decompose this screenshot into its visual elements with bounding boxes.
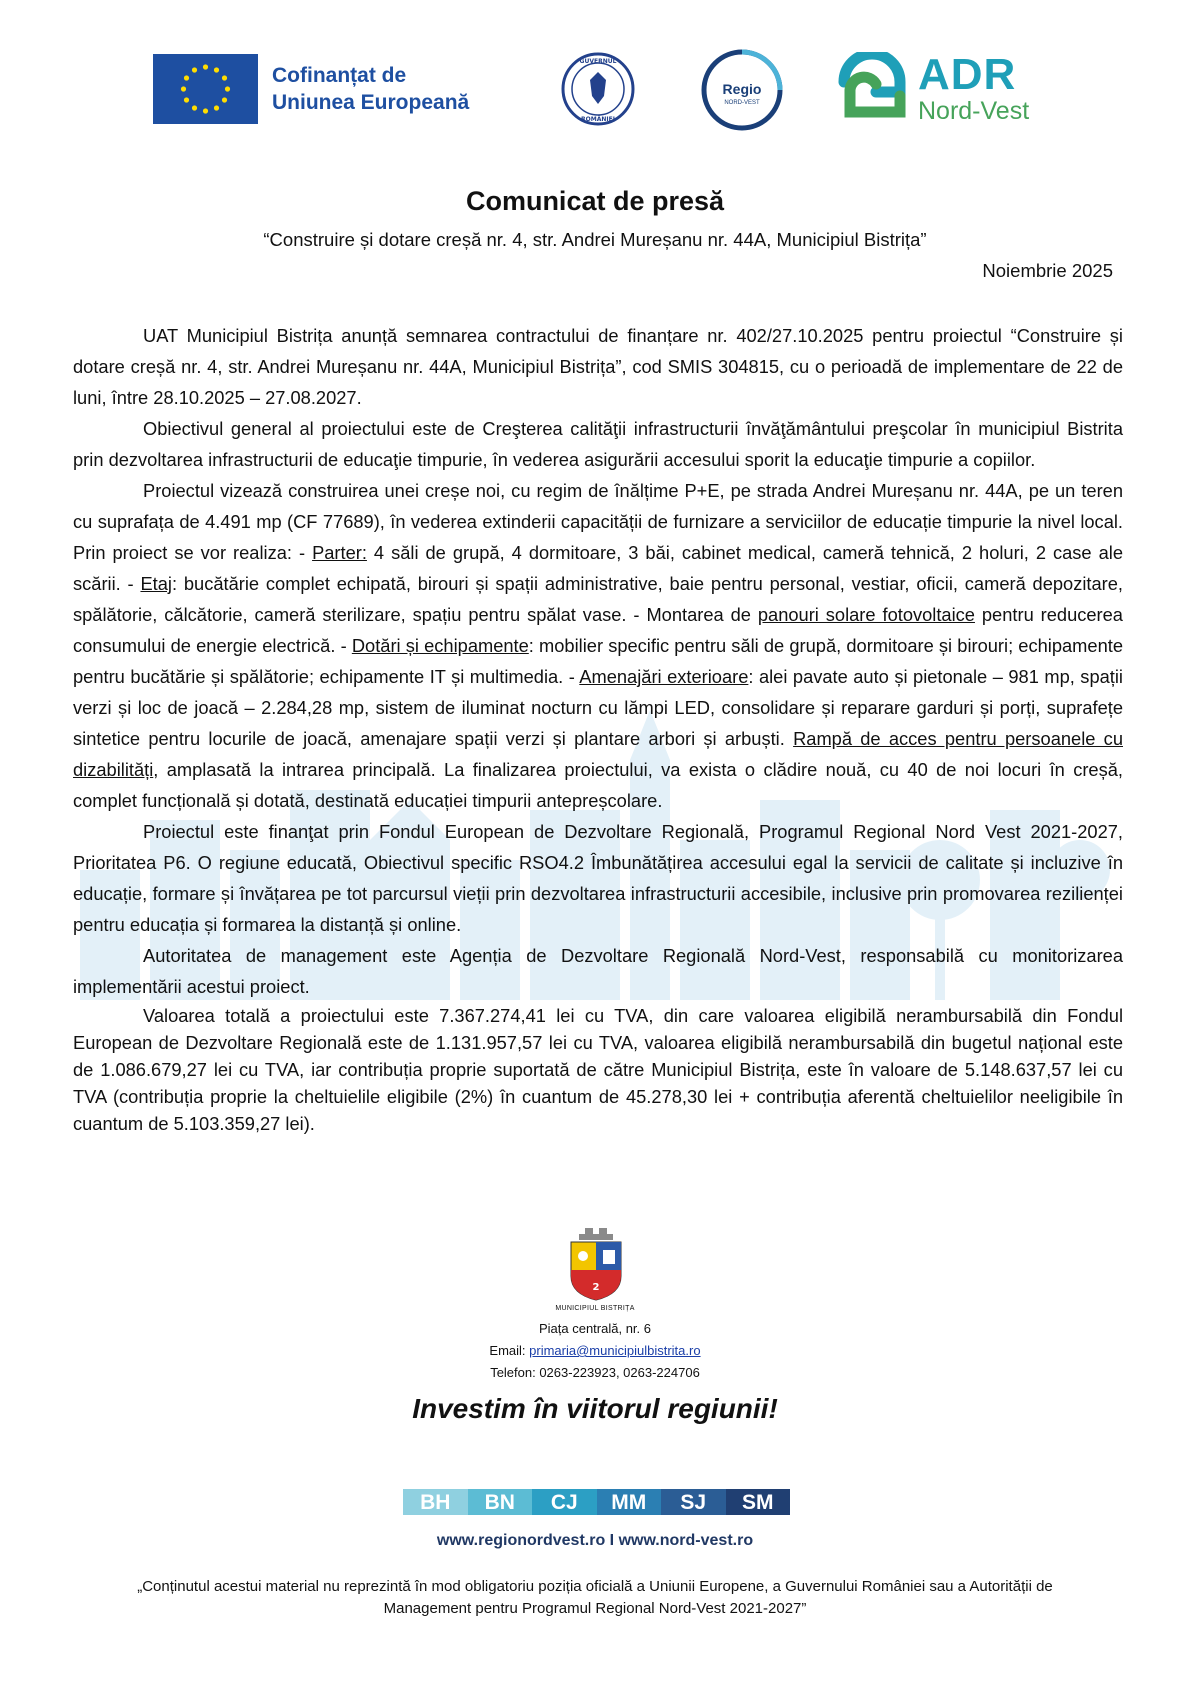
romanian-government-seal-icon <box>561 52 635 126</box>
county-badge-cj: CJ <box>532 1489 597 1515</box>
crest-caption: MUNICIPIUL BISTRIȚA <box>555 1305 635 1312</box>
regio-logo <box>700 48 784 132</box>
press-release-body <box>73 320 1123 1137</box>
eu-cofinancing-logo <box>153 54 469 124</box>
county-badge-bh: BH <box>403 1489 468 1515</box>
release-date: Noiembrie 2025 <box>982 260 1113 281</box>
disclaimer: „Conținutul acestui material nu reprezintă în mod obligatoriu poziția oficială a Uniunii Europene, a Guvernului României sau a Autorității de Management pentru Programul Regional Nord-Vest 2021-2027” <box>137 1578 1053 1617</box>
page-title: Comunicat de presă <box>465 186 725 216</box>
county-strip <box>403 1489 790 1515</box>
county-badge-sj: SJ <box>661 1489 726 1515</box>
bistrita-crest-icon <box>565 1228 627 1302</box>
underlined-term-etaj: Etaj <box>140 573 172 594</box>
adr-title: ADR <box>918 49 1017 99</box>
county-badge-bn: BN <box>468 1489 533 1515</box>
website-links[interactable]: www.regionordvest.ro I www.nord-vest.ro <box>436 1532 754 1549</box>
adr-nord-vest-logo <box>836 49 1030 125</box>
address: Piața centrală, nr. 6 <box>538 1321 651 1336</box>
project-subtitle: “Construire și dotare creșă nr. 4, str. Andrei Mureșanu nr. 44A, Municipiul Bistrița” <box>263 229 927 250</box>
email-link[interactable]: primaria@municipiulbistrita.ro <box>529 1343 701 1358</box>
paragraph-funding: Proiectul este finanţat prin Fondul European de Dezvoltare Regională, Programul Regional Nord Vest 2021-2027, Prioritatea P6. O regiune educată, Obiectivul specific RSO4.2 Îmbunătățirea accesului egal la servicii de calitate și incluzive în educație, formare și învățarea pe tot parcursul vieții prin dezvoltarea infrastructurii accesibile, inclusive prin promovarea rezilienței pentru educația și formarea la distanță și online. <box>73 821 1123 935</box>
underlined-term-ramp: Rampă de acces pentru persoanele cu dizabilități <box>73 728 1123 780</box>
slogan: Investim în viitorul regiunii! <box>412 1393 778 1424</box>
paragraph-description <box>73 475 1123 816</box>
phone: Telefon: 0263-223923, 0263-224706 <box>490 1365 700 1380</box>
regio-logo-subtext: NORD-VEST <box>724 100 760 106</box>
svg-text:ROMÂNIEI: ROMÂNIEI <box>581 116 615 123</box>
text-segment: : bucătărie complet echipată, birouri și spații administrative, baie pentru personal, vestiar, oficii, cameră depozitare, spălătorie, călcătorie, cameră sterilizare, spațiu pentru spălat vase. - Montarea de <box>73 573 1124 625</box>
county-badge-sm: SM <box>726 1489 791 1515</box>
underlined-term-exterior: Amenajări exterioare <box>579 666 749 687</box>
eu-text-line1: Cofinanțat de <box>272 64 407 87</box>
svg-text:GUVERNUL: GUVERNUL <box>579 58 617 65</box>
email-label: Email: <box>489 1343 530 1358</box>
regio-logo-text: Regio <box>722 81 762 97</box>
paragraph-objective: Obiectivul general al proiectului este de Creşterea calităţii infrastructurii învăţământului preşcolar în municipiul Bistrita prin dezvoltarea infrastructurii de educaţie timpurie, în vederea asigurării accesului sporit la educaţie timpurie a copiilor. <box>73 418 1123 470</box>
underlined-term-equipment: Dotări și echipamente <box>351 635 529 656</box>
contact-block <box>0 1318 1190 1384</box>
text-segment: Proiectul vizează construirea unei creșe noi, cu regim de înălțime P+E, pe strada Andrei Mureșanu nr. 44A, pe un teren cu suprafața de 4.491 mp (CF 77689), în vederea extinderii capacității de furnizare a serviciilor de educație timpurie la nivel local. Prin proiect se vor realiza: - <box>73 480 1123 563</box>
underlined-term-parter: Parter: <box>312 542 367 563</box>
text-segment: : alei pavate auto și pietonale – 981 mp, spații verzi și loc de joacă – 2.284,28 mp, sistem de iluminat nocturn cu lămpi LED, consolidare și reparare garduri și porți, suprafețe sintetice pentru locurile de joacă, amenajare spații verzi și plantare arbori și arbuști. <box>73 666 1123 749</box>
county-badge-mm: MM <box>597 1489 662 1515</box>
text-segment: , amplasată la intrarea principală. La finalizarea proiectului, va exista o clădire nouă, cu 40 de noi locuri în creșă, complet funcțională și dotată, destinată educației timpurii antepreșcolare. <box>73 759 1123 811</box>
paragraph-authority: Autoritatea de management este Agenția de Dezvoltare Regională Nord-Vest, responsabilă cu monitorizarea implementării acestui proiect. <box>73 945 1123 997</box>
underlined-term-solar-panels: panouri solare fotovoltaice <box>757 604 975 625</box>
header-logos <box>0 48 1190 128</box>
eu-text-line2: Uniunea Europeană <box>272 91 470 114</box>
eu-flag-icon <box>153 54 258 124</box>
text-segment: pentru reducerea consumului de energie electrică. - <box>73 604 1123 656</box>
paragraph-value: Valoarea totală a proiectului este 7.367.274,41 lei cu TVA, din care valoarea eligibilă nerambursabilă din Fondul European de Dezvoltare Regională este de 1.131.957,57 lei cu TVA, valoarea eligibilă nerambursabilă din bugetul național este de 1.086.679,27 lei cu TVA, iar contribuția proprie suportată de către Municipiul Bistrița, este în valoare de 5.148.637,57 lei cu TVA (contribuția proprie la cheltuielile eligibile (2%) în cuantum de 45.278,30 lei + contribuția aferentă cheltuielilor neeligibile în cuantum de 5.103.359,27 lei). <box>73 1005 1123 1134</box>
paragraph-contract: UAT Municipiul Bistrița anunță semnarea contractului de finanțare nr. 402/27.10.2025 pentru proiectul “Construire și dotare creșă nr. 4, str. Andrei Mureșanu nr. 44A, Municipiul Bistrița”, cod SMIS 304815, cu o perioadă de implementare de 22 de luni, între 28.10.2025 – 27.08.2027. <box>73 325 1123 408</box>
adr-symbol-icon <box>836 52 908 124</box>
email-line <box>0 1340 1190 1362</box>
adr-subtitle: Nord-Vest <box>918 96 1030 125</box>
svg-text:2: 2 <box>592 1282 600 1293</box>
text-segment: : mobilier specific pentru săli de grupă, dormitoare și birouri; echipamente pentru bucătărie și spălătorie; echipamente IT și multimedia. - <box>73 635 1123 687</box>
text-segment: 4 săli de grupă, 4 dormitoare, 3 băi, cabinet medical, cameră tehnică, 2 holuri, 2 case ale scării. - <box>73 542 1123 594</box>
